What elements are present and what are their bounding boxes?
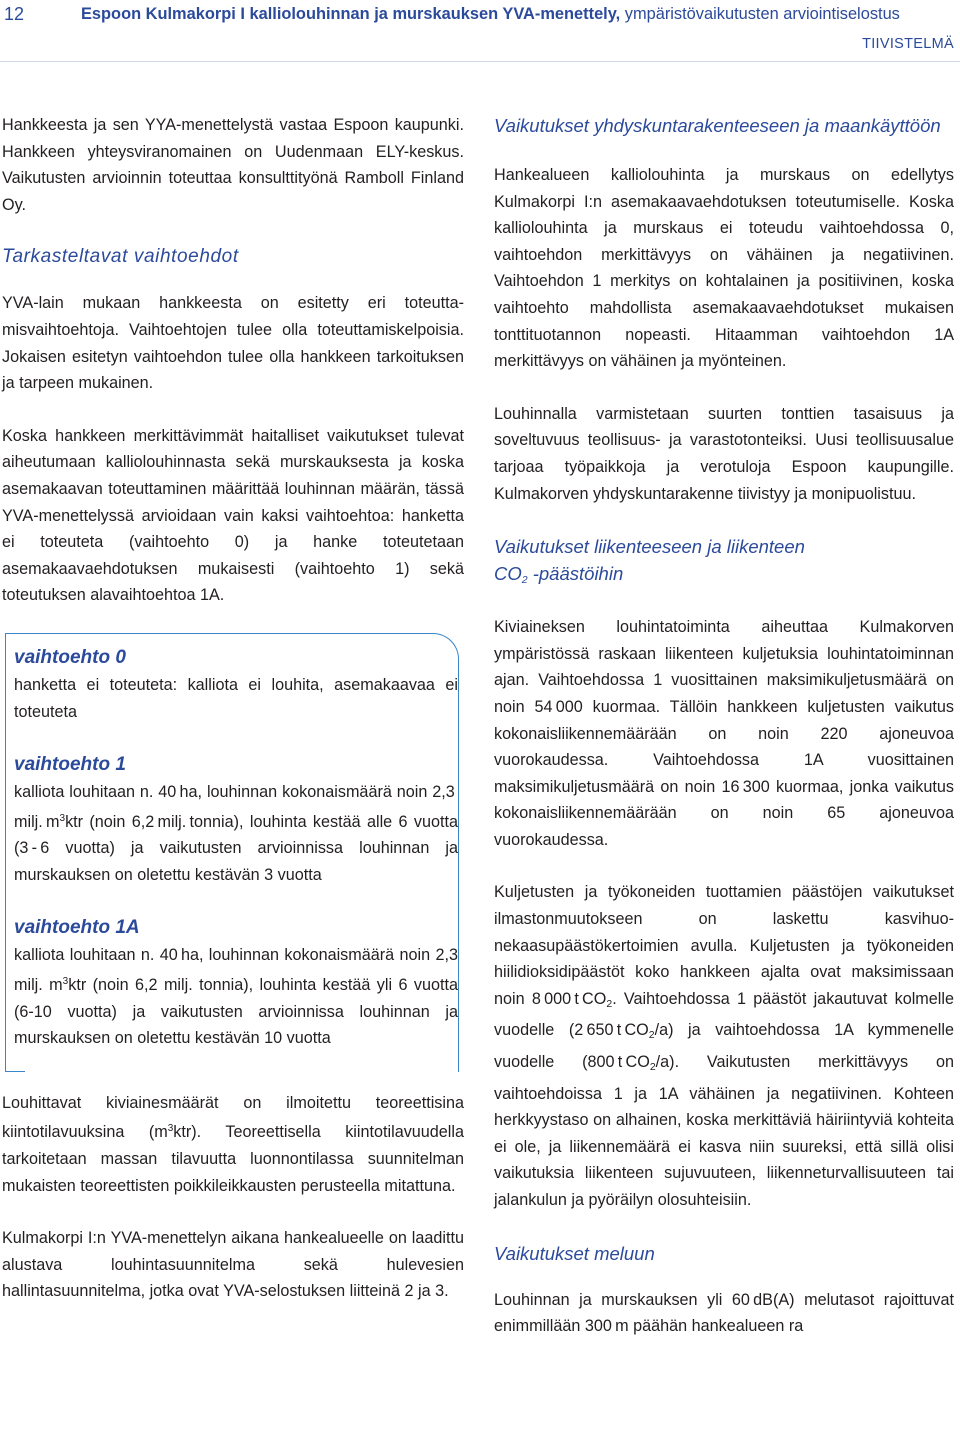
alt1a-title: vaihtoehto 1A xyxy=(14,917,140,939)
running-title-rest: ympäristövaikutusten arviointiselostus xyxy=(620,5,900,23)
land-use-heading: Vaikutukset yhdyskuntarakenteeseen ja maankäyttöön xyxy=(494,115,941,136)
left-column xyxy=(2,112,464,1305)
alternatives-heading: Tarkasteltavat vaihtoehdot xyxy=(2,246,239,268)
intro-paragraph: Hankkeesta ja sen YYA-menettelystä vastaa Espoon kaupunki. Hankkeen yhteysviranomainen on Uudenmaan ELY-keskus. Vaikutusten arvioinnin toteuttaa konsulttityönä Ramboll Finland Oy. xyxy=(2,116,464,214)
running-title-bold: Espoon Kulmakorpi I kalliolouhinnan ja murskauksen YVA-menettely, xyxy=(81,5,621,23)
land-use-paragraph: Hankealueen kalliolouhinta ja murskaus on edellytys Kulmakorpi I:n asemakaavaehdotuksen toteutumiselle. Koska kalliolouhinta ja murskaus ei toteudu vaihtoehdossa 0, vaihtoehdon merkittävyys on vähäinen ja negatiivinen. Vaihtoehdon 1 merkitys on kohtalainen ja positiivinen, koska vaihtoehto mahdollista asemakaavaehdotukset mukaisen tonttituotannon nopeasti. Hitaamman vaihtoehdon 1A merkittävyys on vähäinen ja myönteinen. xyxy=(494,166,954,371)
page-number: 12 xyxy=(4,4,25,24)
plans-paragraph: Kulmakorpi I:n YVA-menettelyn aikana hankealueelle on laadittu alustava louhintasuunnitelma sekä hulevesien hallintasuunnitelma, jotka ovat YVA-selostuksen liitteinä 2 ja 3. xyxy=(2,1229,464,1301)
traffic-heading: Vaikutukset liikenteeseen ja liikenteen $CO_2$ -päästöihin xyxy=(494,536,805,587)
alternatives-detail-paragraph: Koska hankkeen merkittävimmät haitalliset vaikutukset tulevat aiheutumaan kalliolouhinnasta sekä murskauksesta ja koska asemakaavan toteuttaminen määrittää louhinnan määrän, tässä YVA-menettelyssä arvioidaan vain kaksi vaihtoehtoa: hanketta ei toteuteta (vaihtoehto 0) ja hanke toteutetaan asemakaavaehdotuksen mukaisesti (vaihtoehto 1) sekä toteutuksen alavaihtoehtoa 1A. xyxy=(2,426,464,605)
header-divider xyxy=(0,61,960,62)
alt0-text: hanketta ei toteuteta: kalliota ei louhita, asemakaavaa ei toteuteta xyxy=(14,675,458,721)
alt1a-text: kalliota louhitaan n. 40 ha, louhinnan kokonaismäärä noin 2,3 milj. $m^3ktr$ (noin 6,2 milj. tonnia), louhinta kestää yli 6 vuotta (6-10 vuotta) ja vaikutusten arvioinnissa louhinnan ja murskauksen on oletettu kestävän 10 vuotta xyxy=(14,946,458,1048)
page-header xyxy=(0,0,960,68)
volumes-paragraph: Louhittavat kiviainesmäärät on ilmoitettu teoreettisina kiintotilavuuksina $(m^3ktr)$. Teoreettisella kiintotilavuudella tarkoitetaan massan tilavuutta luonnontilassa suunnitelman mukaisten teoreettisten poikkileikkausten perusteella mitattuna. xyxy=(2,1093,464,1195)
alternatives-paragraph: YVA-lain mukaan hankkeesta on esitetty eri toteuttamisvaihtoehtoja. Vaihtoehtojen tulee olla toteuttamiskelpoisia. Jokaisen esitetyn vaihtoehdon tulee olla hankkeen tarkoituksen ja tarpeen mukainen. xyxy=(2,294,464,393)
traffic-paragraph: Kiviaineksen louhintatoiminta aiheuttaa Kulmakorven ympäristössä raskaan liikenteen kuljetuksia louhintatoiminnan ajan. Vaihtoehdossa 1 vuosittainen maksimikuljetusmäärä on noin 54 000 kuormaa. Tällöin hankkeen kuljetusten vaikutus kokonaisliikennemäärään on noin 220 ajoneuvoa vuorokaudessa. Vaihtoehdossa 1A vuosittainen maksimikuljetusmäärä on noin 16 300 kuormaa, jonka vaikutus kokonaisliikennemäärään on noin 65 ajoneuvoa vuorokaudessa. xyxy=(494,618,954,849)
emissions-paragraph: Kuljetusten ja työkoneiden tuottamien päästöjen vaikutukset ilmastonmuutokseen on laskettu kasvihuonekaasupäästökertoimien avulla. Kuljetusten ja työkoneiden hiilidioksidipäästöt koko hankkeen ajalta ovat maksimissaan noin 8 000 t $CO_2$. Vaihtoehdossa 1 päästöt jakautuvat kolmelle vuodelle (2 650 t $CO_2/a$) ja vaihtoehdossa 1A kymmenelle vuodelle (800 t $CO_2/a$). Vaikutusten merkittävyys on vaihtoehdoissa 1 ja 1A vähäinen ja negatiivinen. Kohteen herkkyystaso on alhainen, koska merkittäviä häiriintyviä kohteita ei ole, ja liikennemäärä ei kasva niin suureksi, että sillä olisi vaikutuksia liikenteen sujuvuuteen, liikenneturvallisuuteen tai jalankulun ja pyöräilyn olosuhteisiin. xyxy=(494,883,954,1209)
alt0-title: vaihtoehto 0 xyxy=(14,646,126,668)
right-column xyxy=(494,112,954,1340)
industrial-paragraph: Louhinnalla varmistetaan suurten tonttien tasaisuus ja soveltuvuus teollisuus- ja varastotonteiksi. Uusi teollisuusalue tarjoaa työpaikkoja ja verotuloja Espoon kaupungille. Kulmakorven yhdyskuntarakenne tiivistyy ja monipuolistuu. xyxy=(494,404,954,503)
running-title xyxy=(81,5,900,24)
alternatives-box xyxy=(5,633,459,1072)
noise-heading: Vaikutukset meluun xyxy=(494,1242,655,1264)
alt1-title: vaihtoehto 1 xyxy=(14,754,126,776)
noise-paragraph: Louhinnan ja murskauksen yli 60 dB(A) melutasot rajoittuvat enimmillään 300 m päähän hankealueen ra xyxy=(494,1290,954,1336)
section-label: TIIVISTELMÄ xyxy=(862,36,954,52)
alt1-text: kalliota louhitaan n. 40 ha, louhinnan kokonaismäärä noin 2,3 milj. $m^3ktr$ (noin 6,2 milj. tonnia), louhinta kestää alle 6 vuotta (3 - 6 vuotta) ja vaikutusten arvioinnissa louhinnan ja murskauksen on oletettu kestävän 3 vuotta xyxy=(14,783,458,884)
